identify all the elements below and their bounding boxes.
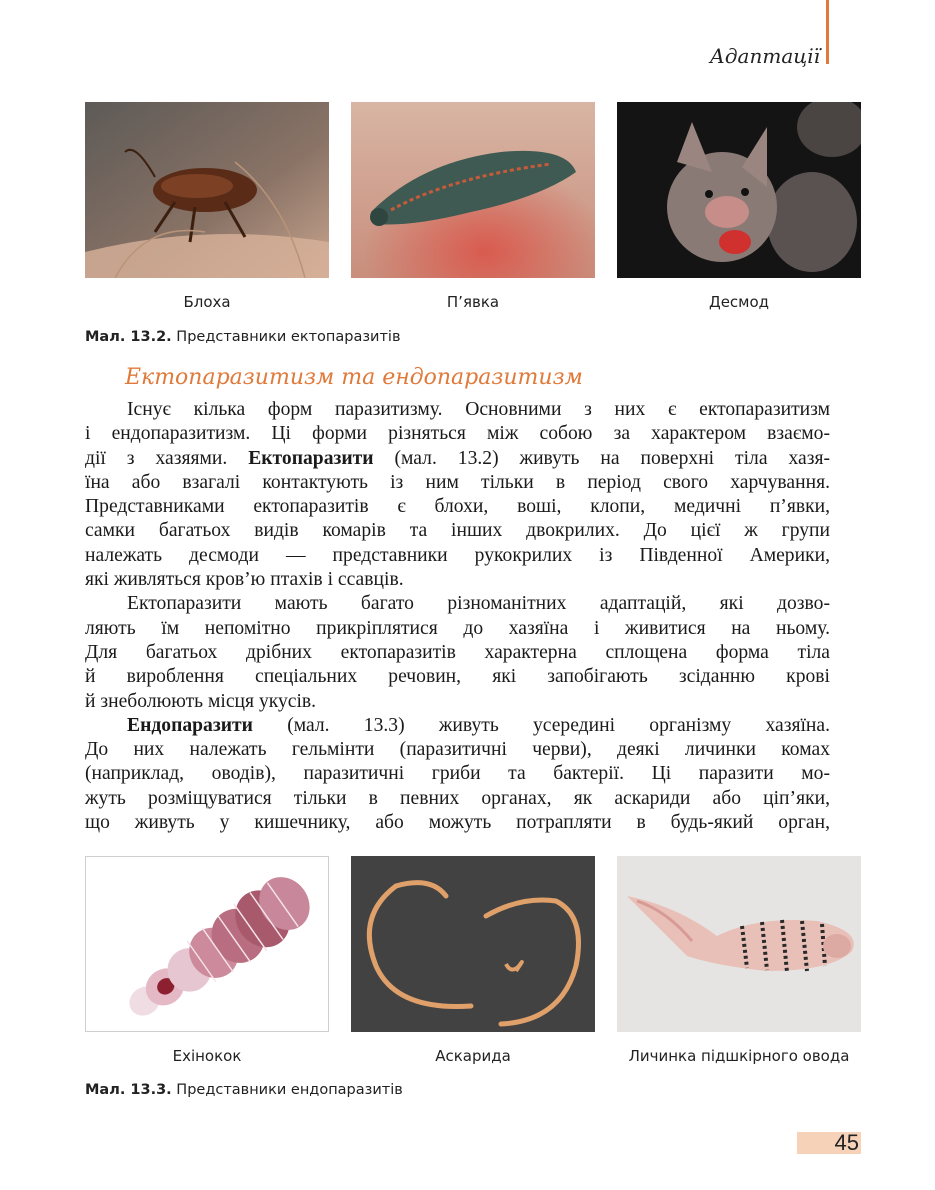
vampire-bat-photo [617,102,861,278]
figure-caption-13-3 [85,1082,403,1098]
flea-caption: Блоха [183,293,231,311]
botfly-larva-caption: Личинка підшкірного овода [628,1047,850,1065]
text-line: Для багатьох дрібних ектопаразитів характерна сплощена форма тіла [85,641,830,663]
text-line: Існує кілька форм паразитизму. Основними з них є ектопаразитизм [127,399,830,420]
body-text [85,398,830,835]
text-line: і ендопаразитизм. Ці форми різняться між собою за характером взаємо- [85,423,830,445]
ascaris-photo [351,856,595,1032]
term-ectoparasites: Ектопаразити [248,447,374,469]
figure-label: Мал. 13.2. [85,329,172,345]
text-line: Представниками ектопаразитів є блохи, воші, клопи, медичні п’явки, [85,496,830,518]
text-line: й знеболюють місця укусів. [85,690,317,712]
term-endoparasites: Ендопаразити [127,714,253,736]
figure-label: Мал. 13.3. [85,1082,172,1098]
text-line: Ектопаразити мають багато різноманітних адаптацій, які дозво- [127,593,830,615]
botfly-larva-photo [617,856,861,1032]
text-line: їна або взагалі контактують із ним тільки в період свого харчування. [85,471,830,493]
text-run: дії з хазяями. [85,447,228,469]
text-line [85,447,830,471]
echinococcus-caption: Ехінокок [172,1047,242,1065]
text-line: що живуть у кишечнику, або можуть потрапляти в будь-який орган, [85,812,830,834]
paragraph-1 [85,398,830,592]
text-run: (мал. 13.2) живуть на поверхні тіла хазя- [373,447,830,469]
text-line: До них належать гельмінти (паразитичні черви), деякі личинки комах [85,739,830,761]
text-line: ляють їм непомітно прикріплятися до хазяїна і живитися на ньому. [85,617,830,639]
text-line [85,714,830,738]
page-number: 45 [834,1130,859,1155]
text-line: самки багатьох видів комарів та інших двокрилих. До цієї ж групи [85,520,830,542]
text-line: які живляться кров’ю птахів і ссавців. [85,569,404,591]
text-run: (мал. 13.3) живуть усередині організму хазяїна. [252,714,830,736]
paragraph-2 [85,592,830,713]
flea-photo [85,102,329,278]
figure-caption-text: Представники ендопаразитів [171,1082,403,1098]
running-header-title: Адаптації [709,44,820,68]
text-line: й вироблення спеціальних речовин, які запобігають зсіданню крові [85,666,830,688]
text-line: належать десмоди — представники рукокрилих із Південної Америки, [85,544,830,566]
paragraph-3 [85,714,830,835]
section-title: Ектопаразитизм та ендопаразитизм [125,365,583,390]
ascaris-caption: Аскарида [435,1047,511,1065]
header-accent-line [826,0,829,64]
echinococcus-photo [85,856,329,1032]
text-line: жуть розміщуватися тільки в певних органах, як аскариди або ціп’яки, [85,787,830,809]
leech-caption: П’явка [446,293,500,311]
leech-photo [351,102,595,278]
figure-caption-13-2 [85,329,401,345]
vampire-bat-caption: Десмод [708,293,770,311]
figure-caption-text: Представники ектопаразитів [171,329,401,345]
text-line: (наприклад, оводів), паразитичні гриби та бактерії. Ці паразити мо- [85,763,830,785]
